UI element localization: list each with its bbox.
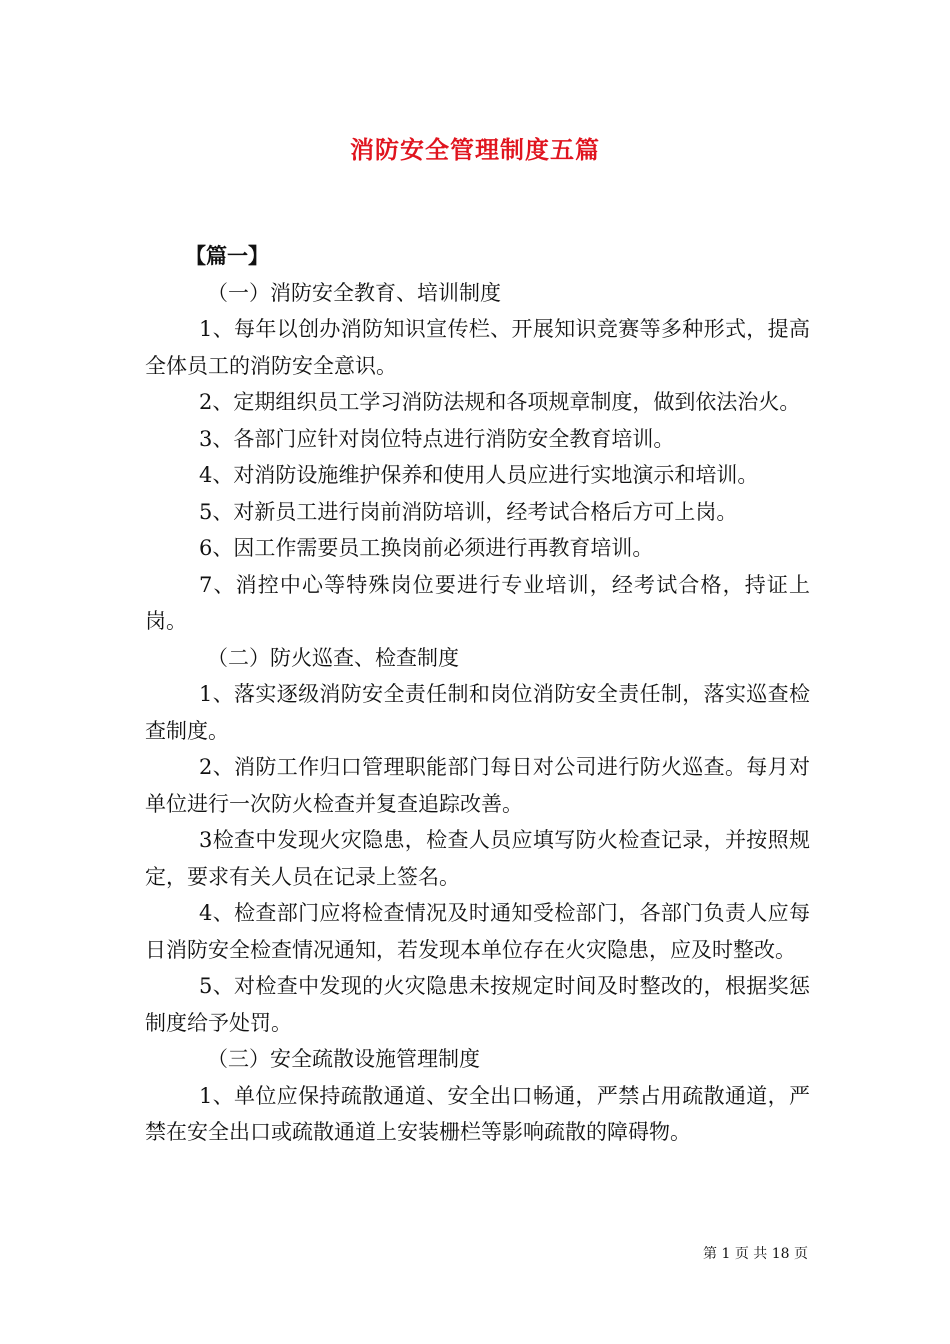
part-label: 【篇一】 bbox=[185, 243, 269, 268]
list-item: 2、消防工作归口管理职能部门每日对公司进行防火巡查。每月对单位进行一次防火检查并复查追踪改善。 bbox=[145, 755, 810, 816]
list-item: 7、消控中心等特殊岗位要进行专业培训，经考试合格，持证上岗。 bbox=[145, 572, 810, 633]
section-heading: （三）安全疏散设施管理制度 bbox=[207, 1047, 480, 1071]
list-item: 5、对新员工进行岗前消防培训，经考试合格后方可上岗。 bbox=[199, 499, 738, 524]
document-body bbox=[145, 238, 810, 1151]
section-heading: （二）防火巡查、检查制度 bbox=[207, 645, 459, 670]
list-item: 6、因工作需要员工换岗前必须进行再教育培训。 bbox=[199, 536, 654, 560]
list-item: 1、落实逐级消防安全责任制和岗位消防安全责任制，落实巡查检查制度。 bbox=[145, 682, 810, 743]
list-item: 4、检查部门应将检查情况及时通知受检部门，各部门负责人应每日消防安全检查情况通知，若发现本单位存在火灾隐患，应及时整改。 bbox=[145, 901, 810, 962]
document-title: 消防安全管理制度五篇 bbox=[350, 135, 600, 164]
list-item: 1、每年以创办消防知识宣传栏、开展知识竞赛等多种形式，提高全体员工的消防安全意识。 bbox=[145, 317, 810, 378]
page-number-footer: 第 1 页 共 18 页 bbox=[703, 1246, 808, 1262]
list-item: 2、定期组织员工学习消防法规和各项规章制度，做到依法治火。 bbox=[199, 390, 801, 414]
list-item: 3检查中发现火灾隐患，检查人员应填写防火检查记录，并按照规定，要求有关人员在记录上签名。 bbox=[145, 828, 810, 889]
list-item: 4、对消防设施维护保养和使用人员应进行实地演示和培训。 bbox=[199, 463, 759, 487]
section-heading: （一）消防安全教育、培训制度 bbox=[207, 280, 501, 305]
section-2 bbox=[145, 640, 810, 1042]
section-1 bbox=[145, 275, 810, 640]
list-item: 3、各部门应针对岗位特点进行消防安全教育培训。 bbox=[199, 426, 675, 451]
list-item: 5、对检查中发现的火灾隐患未按规定时间及时整改的，根据奖惩制度给予处罚。 bbox=[145, 974, 810, 1035]
section-3 bbox=[145, 1041, 810, 1151]
list-item: 1、单位应保持疏散通道、安全出口畅通，严禁占用疏散通道，严禁在安全出口或疏散通道上安装栅栏等影响疏散的障碍物。 bbox=[145, 1083, 810, 1144]
